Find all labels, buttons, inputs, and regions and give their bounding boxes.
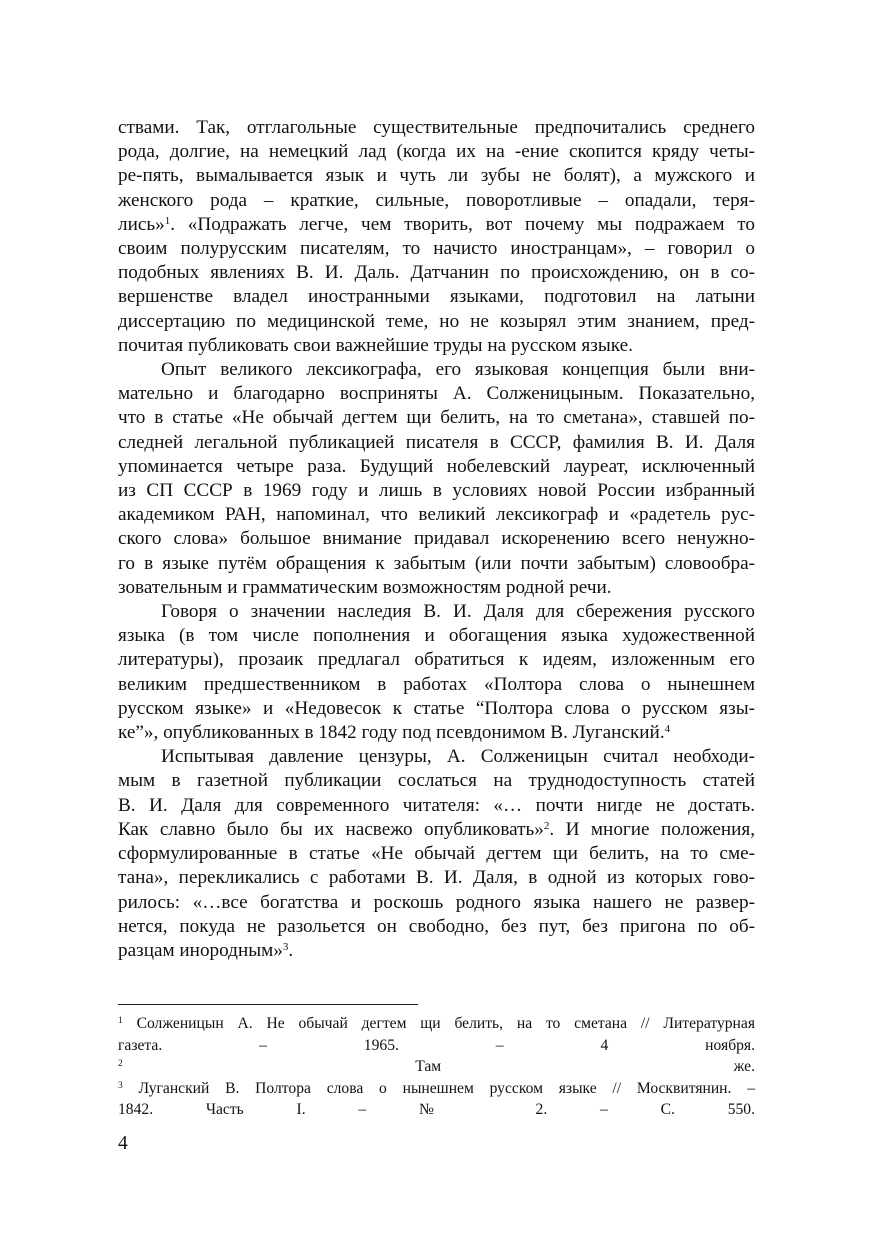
line-text: ке”», опубликованных в 1842 году под псевдонимом В. Луганский. <box>118 722 665 744</box>
line-text: следней легальной публикацией писателя в СССР, фамилия В. И. Даля <box>118 431 755 453</box>
footnote-marker: 1 <box>164 214 171 227</box>
text-line <box>118 455 755 479</box>
footnote-line <box>118 1013 755 1035</box>
text-line <box>118 503 755 527</box>
footnote-marker: 3 <box>282 940 289 953</box>
paragraph <box>118 116 755 358</box>
footnote-line <box>118 1056 755 1078</box>
footnote <box>118 1078 755 1121</box>
line-text: академиком РАН, напоминал, что великий лексикограф и «радетель рус- <box>118 504 755 526</box>
line-text: языка (в том числе пополнения и обогащения языка художественной <box>118 625 755 647</box>
text-line <box>118 818 755 842</box>
line-text: Как славно было бы их насвежо опубликовать» <box>118 818 544 840</box>
footnote-number: 2 <box>118 1059 123 1069</box>
line-text: разцам инородным» <box>118 939 283 961</box>
line-text: почитая публиковать свои важнейшие труды на русском языке. <box>118 334 633 356</box>
text-line <box>118 673 755 697</box>
text-line <box>118 866 755 890</box>
line-text: рода, долгие, на немецкий лад (когда их на -ение скопится кряду четы- <box>118 141 755 163</box>
text-line <box>118 891 755 915</box>
footnote-line <box>118 1035 755 1057</box>
line-text: лись» <box>118 213 165 235</box>
line-text: тана», перекликались с работами В. И. Даля, в одной из которых гово- <box>118 867 755 889</box>
line-text: мательно и благодарно восприняты А. Солженицыным. Показательно, <box>118 383 755 405</box>
footnote-number: 3 <box>118 1080 123 1091</box>
text-line <box>118 769 755 793</box>
line-text: ствами. Так, отглагольные существительные предпочитались среднего <box>118 117 755 138</box>
footnote-marker: 4 <box>664 723 671 736</box>
page-number: 4 <box>118 1133 128 1154</box>
line-text: женского рода – краткие, сильные, поворотливые – опадали, теря- <box>118 189 755 211</box>
line-text: сформулированные в статье «Не обычай дегтем щи белить, на то сме- <box>118 843 755 865</box>
line-text: что в статье «Не обычай дегтем щи белить, на то сметана», ставшей по- <box>118 407 755 429</box>
paragraph <box>118 358 755 600</box>
text-line <box>118 406 755 430</box>
text-line <box>118 915 755 939</box>
line-text: ре-пять, вымалывается язык и чуть ли зубы не болят), а мужского и <box>118 165 755 187</box>
text-line <box>118 842 755 866</box>
line-text: вершенстве владел иностранными языками, подготовил на латыни <box>118 286 755 308</box>
text-line <box>118 794 755 818</box>
body-text <box>118 116 755 963</box>
line-text: Говоря о значении наследия В. И. Даля для сбережения русского <box>161 601 755 623</box>
line-text: великим предшественником в работах «Полтора слова о нынешнем <box>118 673 755 695</box>
text-line <box>118 527 755 551</box>
line-text: . «Подражать легче, чем творить, вот почему мы подражаем то <box>170 213 755 235</box>
text-line <box>118 479 755 503</box>
footnote-text: газета. – 1965. – 4 ноября. <box>118 1036 755 1054</box>
line-text: . И многие положения, <box>549 818 755 840</box>
footnote-divider <box>118 1004 418 1005</box>
footnote-text: Солженицын А. Не обычай дегтем щи белить, на то сметана // Литературная <box>122 1015 755 1032</box>
text-line <box>118 116 755 140</box>
text-line <box>118 745 755 769</box>
footnotes <box>118 1013 755 1121</box>
text-line <box>118 382 755 406</box>
line-text: го в языке путём обращения к забытым (или почти забытым) словообра- <box>118 552 755 574</box>
footnote-text: Там же. <box>122 1058 755 1075</box>
footnote <box>118 1013 755 1056</box>
line-text: диссертацию по медицинской теме, но не козырял этим знанием, пред- <box>118 310 755 332</box>
line-text: нется, покуда не разольется он свободно, без пут, без пригона по об- <box>118 915 755 937</box>
line-text: зовательным и грамматическим возможностям родной речи. <box>118 576 612 598</box>
text-line <box>118 624 755 648</box>
line-text: рилось: «…все богатства и роскошь родного языка нашего не развер- <box>118 891 755 913</box>
text-line <box>118 310 755 334</box>
text-line <box>118 697 755 721</box>
text-line <box>118 213 755 237</box>
text-line <box>118 600 755 624</box>
line-text: В. И. Даля для современного читателя: «… почти нигде не достать. <box>118 794 755 816</box>
text-line <box>118 358 755 382</box>
line-text: из СП СССР в 1969 году и лишь в условиях новой России избранный <box>118 480 755 502</box>
footnote-text: Луганский В. Полтора слова о нынешнем русском языке // Москвитянин. – <box>122 1079 755 1097</box>
line-text: подобных явлениях В. И. Даль. Датчанин по происхождению, он в со- <box>118 262 755 284</box>
line-text: литературы), прозаик предлагал обратиться к идеям, изложенным его <box>118 649 755 671</box>
footnote-line <box>118 1099 755 1121</box>
footnote <box>118 1056 755 1078</box>
line-text: русском языке» и «Недовесок к статье “Полтора слова о русском язы- <box>118 697 755 719</box>
text-line <box>118 334 755 358</box>
text-line <box>118 431 755 455</box>
text-line <box>118 648 755 672</box>
text-line <box>118 285 755 309</box>
footnote-number: 1 <box>118 1016 123 1026</box>
paragraph <box>118 600 755 745</box>
line-text: Опыт великого лексикографа, его языковая концепция были вни- <box>161 359 755 381</box>
footnote-marker: 2 <box>543 819 550 832</box>
text-line <box>118 261 755 285</box>
line-text: Испытывая давление цензуры, А. Солженицын считал необходи- <box>161 746 755 768</box>
line-text: упоминается четыре раза. Будущий нобелевский лауреат, исключенный <box>118 455 755 477</box>
footnote-text: 1842. Часть I. – № 2. – С. 550. <box>118 1101 755 1118</box>
text-line <box>118 552 755 576</box>
text-line <box>118 576 755 600</box>
footnote-line <box>118 1078 755 1100</box>
line-text: своим полурусским писателям, то начисто иностранцам», – говорил о <box>118 238 755 260</box>
line-text: . <box>288 939 294 961</box>
text-line <box>118 140 755 164</box>
paragraph <box>118 745 755 963</box>
line-text: мым в газетной публикации сослаться на труднодоступность статей <box>118 770 755 792</box>
text-line <box>118 721 755 745</box>
line-text: ского слова» большое внимание придавал искоренению всего ненужно- <box>118 528 755 550</box>
text-line <box>118 189 755 213</box>
text-line <box>118 939 755 963</box>
text-line <box>118 164 755 188</box>
text-line <box>118 237 755 261</box>
